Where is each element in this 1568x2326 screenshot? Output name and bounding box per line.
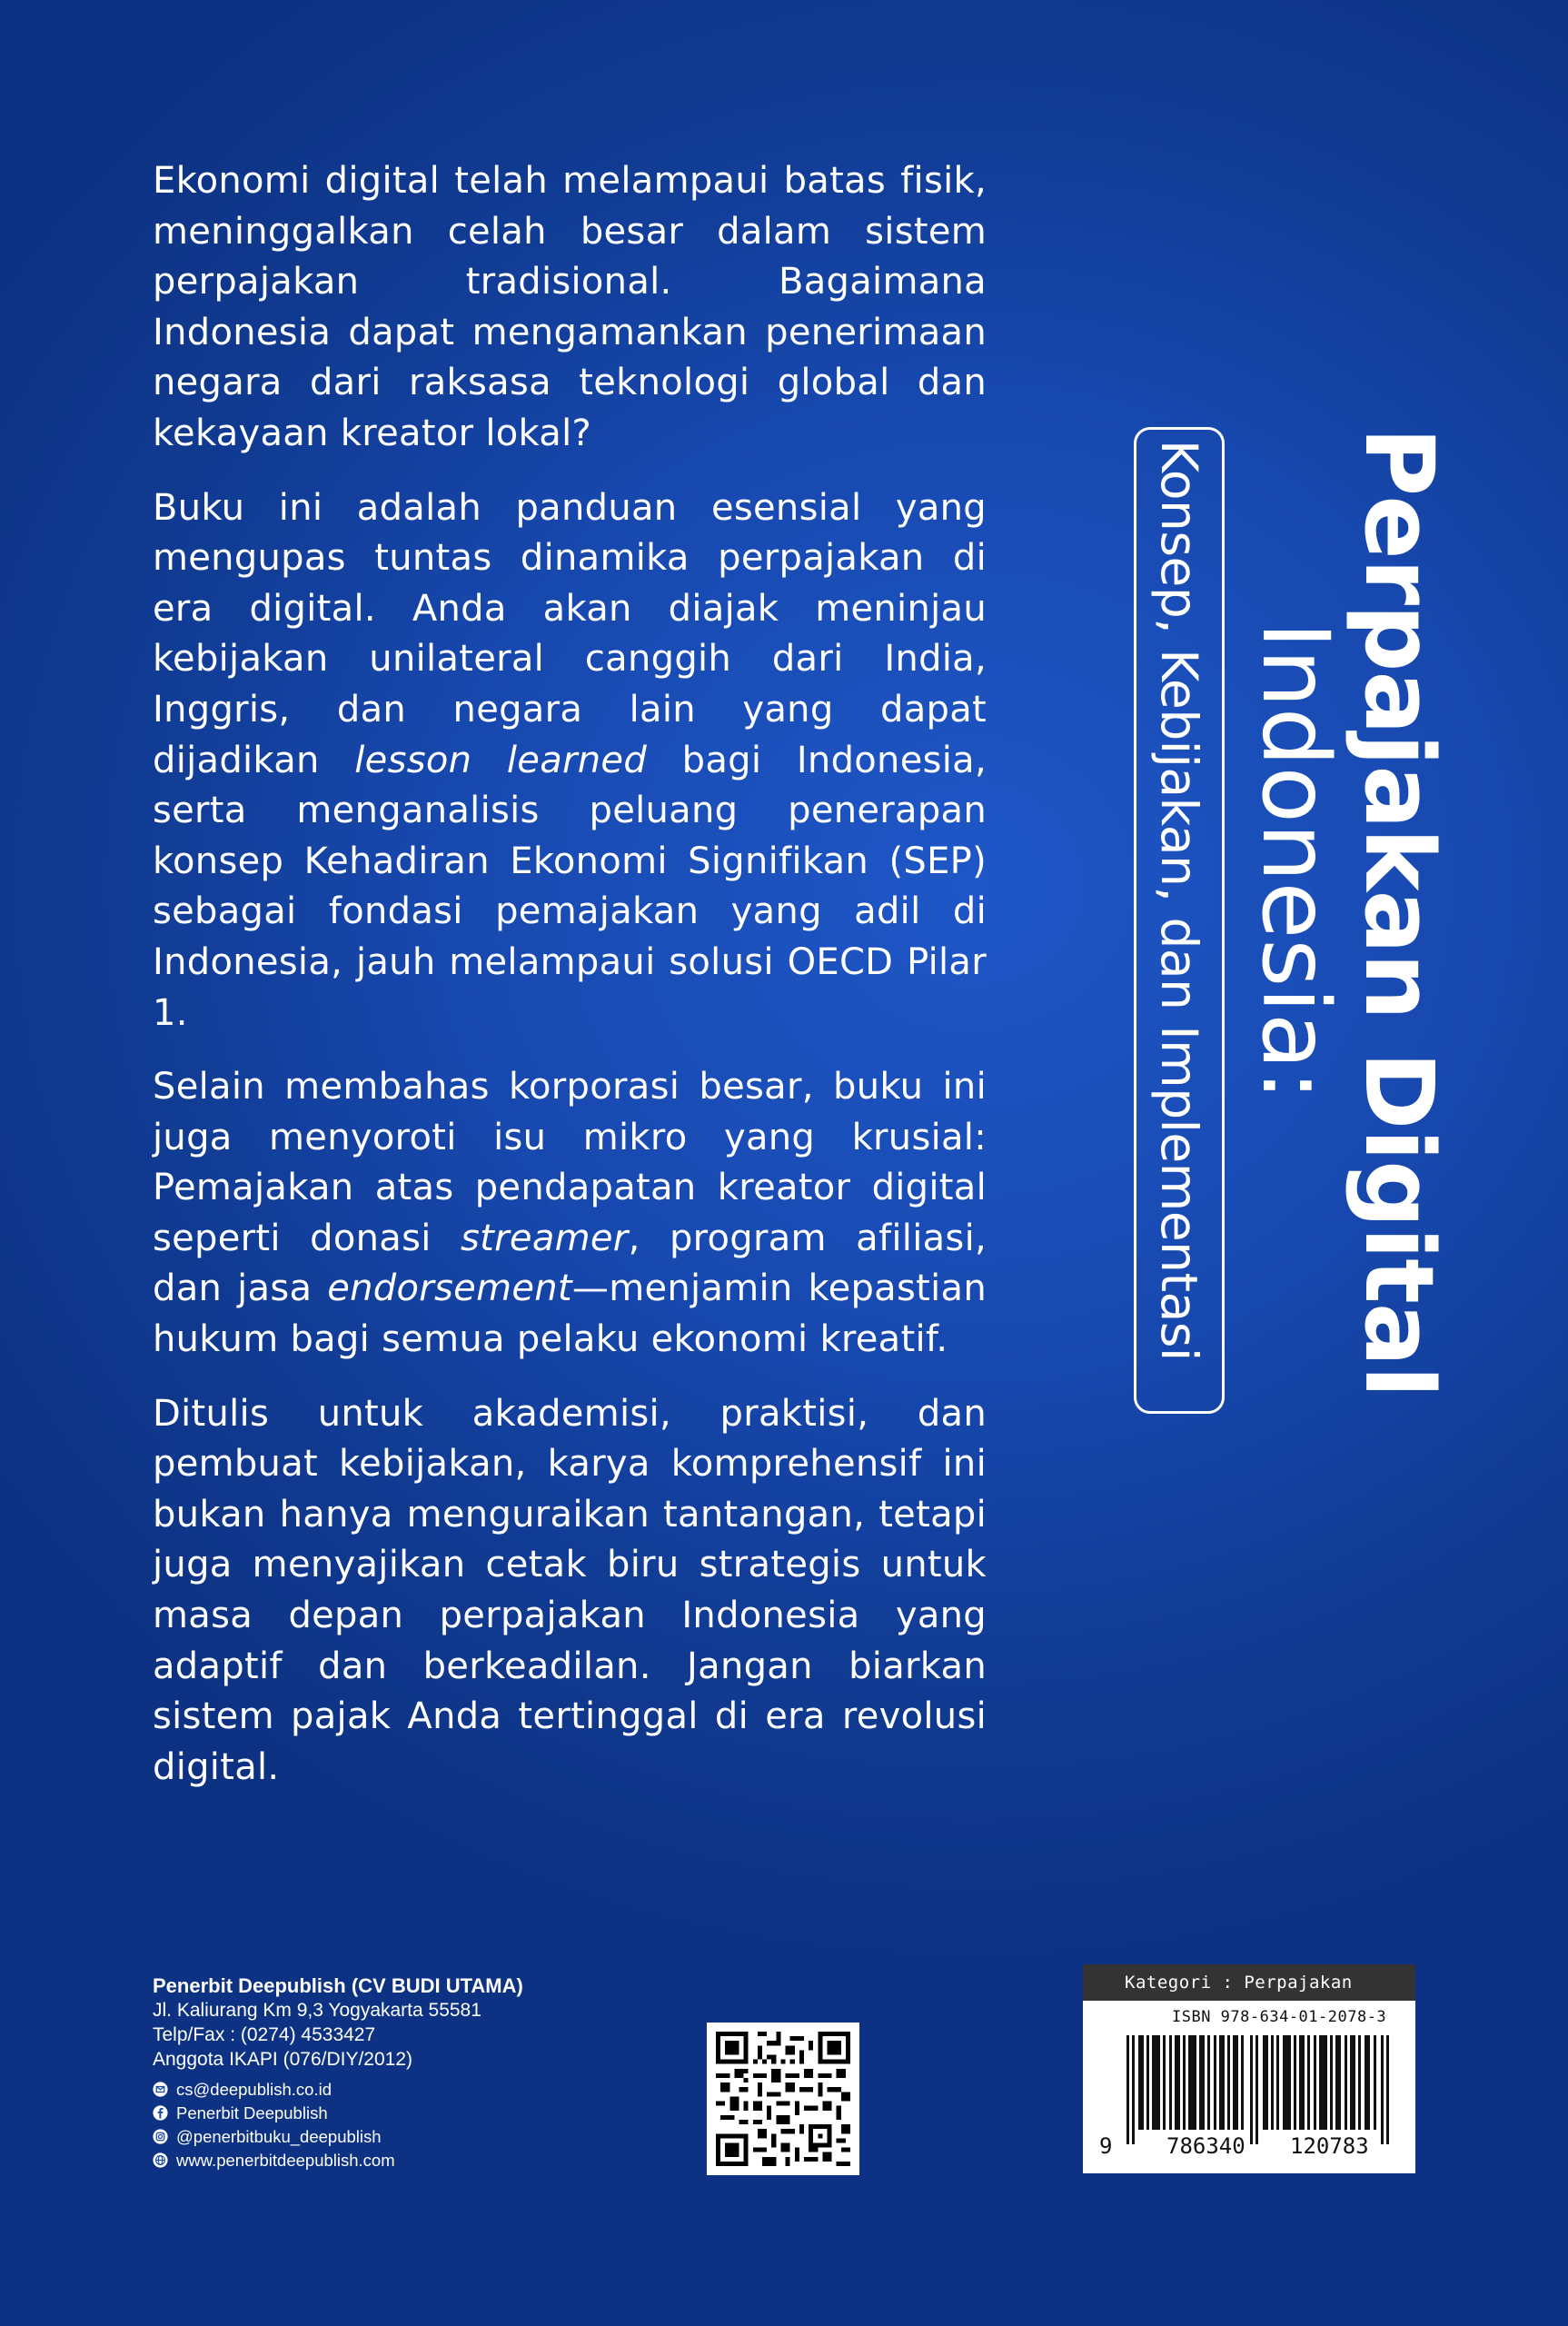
publisher-address: Jl. Kaliurang Km 9,3 Yogyakarta 55581 <box>153 2000 481 2021</box>
barcode-digits-right: 120783 <box>1290 2133 1369 2159</box>
blurb-emphasis: lesson learned <box>354 739 648 781</box>
qr-code-pattern <box>716 2032 850 2166</box>
blurb-text: Ekonomi digital telah melampaui batas fisik, meninggalkan celah besar dalam sistem perpajakan tradisional. Bagaimana Indonesia dapat mengamankan penerimaan negara dari raksasa teknologi global dan kekayaan kreator lokal? <box>153 160 987 454</box>
blurb-paragraph-1 <box>153 156 987 460</box>
barcode-digits-left: 786340 <box>1166 2133 1245 2159</box>
blurb-emphasis: endorsement <box>327 1267 572 1310</box>
globe-icon <box>153 2152 168 2168</box>
blurb-text: Buku ini adalah panduan esensial yang mengupas tuntas dinamika perpajakan di era digital. Anda akan diajak meninjau kebijakan unilateral canggih dari India, Inggris, dan negara lain yang dapat dijadikan <box>153 486 987 781</box>
book-title-line-1: Perpajakan Digital <box>1344 427 1454 1397</box>
publisher-name: Penerbit Deepublish (CV BUDI UTAMA) <box>153 1974 523 1997</box>
publisher-membership: Anggota IKAPI (076/DIY/2012) <box>153 2049 413 2070</box>
isbn-barcode-panel <box>1083 1964 1415 2173</box>
blurb-text: —menjamin kepastian hukum bagi semua pelaku ekonomi kreatif. <box>153 1267 987 1361</box>
blurb-text: Selain membahas korporasi besar, buku ini juga menyoroti isu mikro yang krusial: Pemajakan atas pendapatan kreator digital seperti donasi <box>153 1066 987 1259</box>
facebook-icon <box>153 2105 168 2121</box>
contact-facebook-text: Penerbit Deepublish <box>176 2102 328 2122</box>
publisher-contacts <box>153 2077 680 2172</box>
contact-email-text: cs@deepublish.co.id <box>176 2079 332 2099</box>
rotated-title <box>1063 427 1463 1417</box>
blurb-text: bagi Indonesia, serta menganalisis peluang penerapan konsep Kehadiran Ekonomi Signifikan (SEP) sebagai fondasi pemajakan yang adil di Indonesia, jauh melampaui solusi OECD Pilar 1. <box>153 739 987 1034</box>
category-label: Kategori : Perpajakan <box>1083 1964 1415 2001</box>
publisher-info <box>153 1973 680 2172</box>
book-subtitle: Konsep, Kebijakan, dan Implementasi <box>1150 440 1208 1361</box>
blurb-paragraph-2 <box>153 483 987 1039</box>
blurb-paragraph-4 <box>153 1389 987 1794</box>
publisher-phone: Telp/Fax : (0274) 4533427 <box>153 2024 376 2045</box>
book-title-line-2: Indonesia: <box>1241 621 1349 1101</box>
isbn-number: ISBN 978-634-01-2078-3 <box>1172 2008 1387 2026</box>
qr-code <box>707 2023 859 2175</box>
barcode-box <box>1083 2001 1415 2173</box>
contact-instagram-text: @penerbitbuku_deepublish <box>176 2126 382 2146</box>
instagram-icon <box>153 2129 168 2144</box>
contact-website-text: www.penerbitdeepublish.com <box>176 2150 395 2170</box>
contact-facebook <box>153 2101 680 2124</box>
barcode-digit-prefix: 9 <box>1099 2133 1113 2159</box>
email-icon <box>153 2082 168 2097</box>
contact-email <box>153 2077 680 2101</box>
blurb-text: , program afiliasi, dan jasa <box>153 1217 987 1310</box>
blurb-emphasis: streamer <box>461 1217 629 1259</box>
contact-website <box>153 2148 680 2172</box>
blurb-text: Ditulis untuk akademisi, praktisi, dan pembuat kebijakan, karya komprehensif ini bukan hanya menguraikan tantangan, tetapi juga menyajikan cetak biru strategis untuk masa depan perpajakan Indonesia yang adaptif dan berkeadilan. Jangan biarkan sistem pajak Anda tertinggal di era revolusi digital. <box>153 1392 987 1788</box>
blurb-paragraph-3 <box>153 1062 987 1366</box>
barcode-bars <box>1126 2035 1390 2144</box>
back-cover-blurb <box>153 156 987 1816</box>
spine-title-block <box>1063 427 1463 1417</box>
contact-instagram <box>153 2124 680 2148</box>
